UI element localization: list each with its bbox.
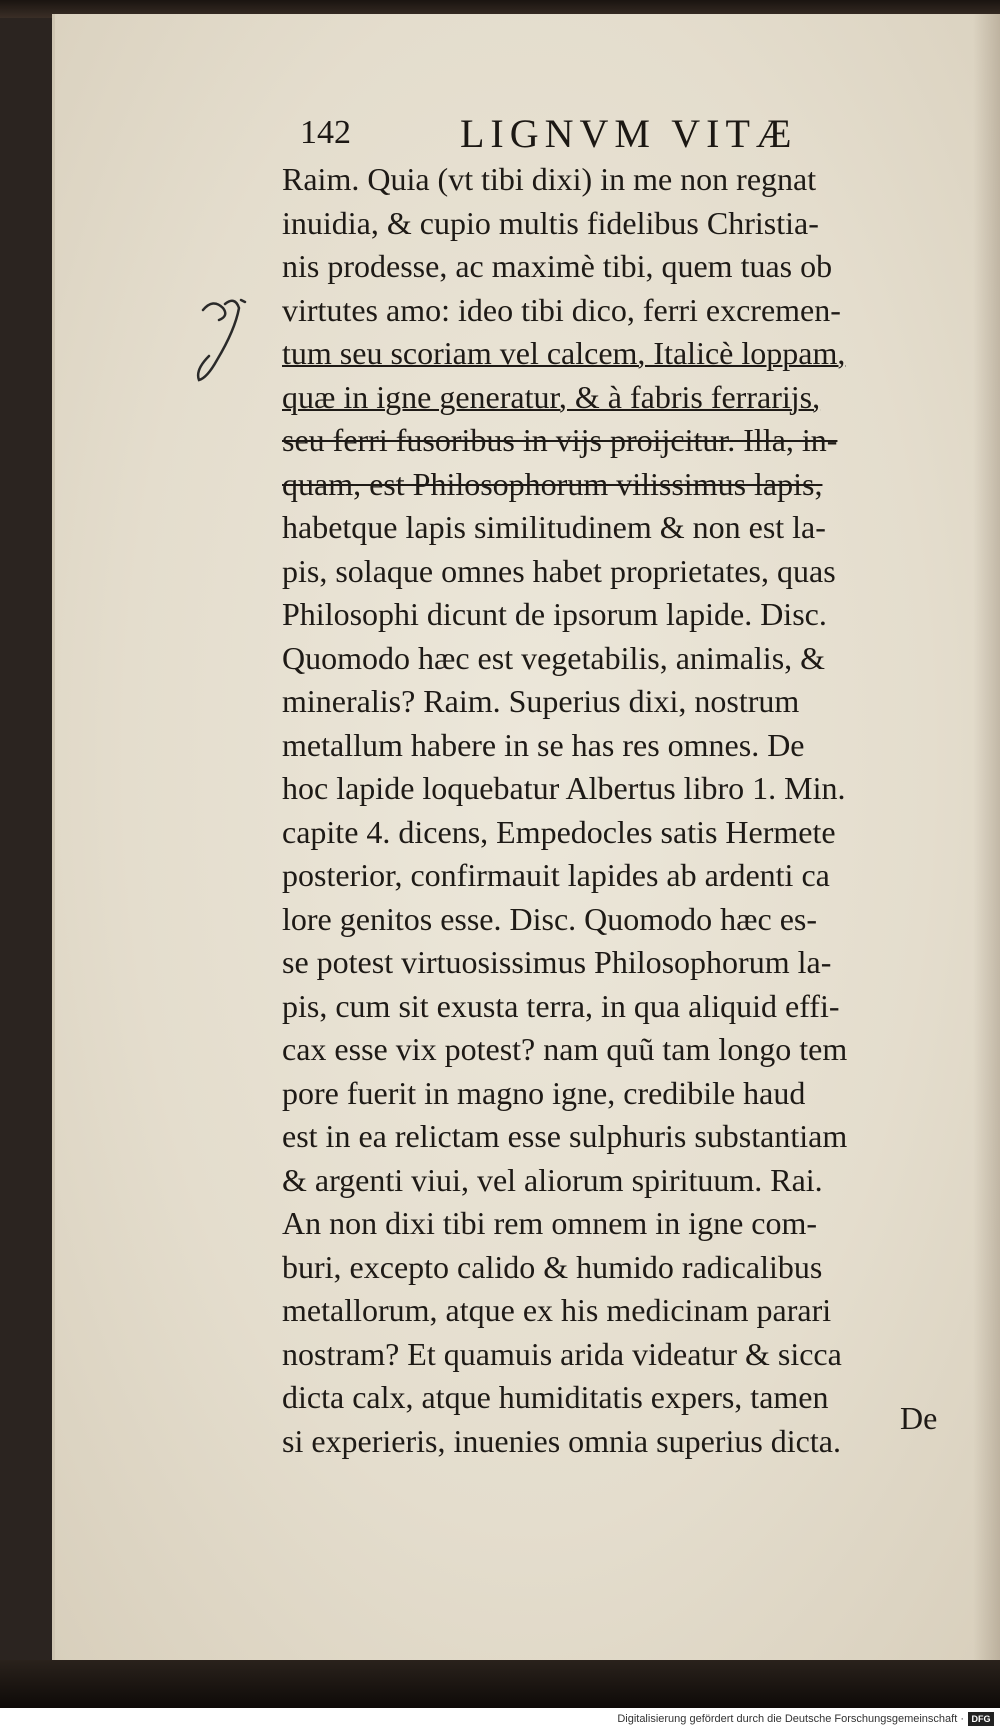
- text-line: nis prodesse, ac maximè tibi, quem tuas ob: [282, 248, 833, 284]
- page-number: 142: [300, 114, 351, 151]
- text-line: se potest virtuosissimus Philosophorum la-: [282, 944, 832, 980]
- catchword: De: [900, 1400, 938, 1436]
- text-line: pis, solaque omnes habet proprietates, quas: [282, 552, 836, 589]
- text-line: posterior, confirmauit lapides ab ardenti ca: [282, 857, 830, 893]
- text-line: pis, cum sit exusta terra, in qua aliquid effi-: [282, 987, 840, 1024]
- handwritten-margin-mark-icon: [195, 290, 265, 390]
- text-line: buri, excepto calido & humido radicalibus: [282, 1248, 823, 1285]
- text-line: inuidia, & cupio multis fidelibus Christia-: [282, 204, 819, 241]
- text-line-struck: quam, est Philosophorum vilissimus lapis,: [282, 465, 823, 502]
- text-line: An non dixi tibi rem omnem in igne com-: [282, 1205, 818, 1241]
- text-line-underlined: quæ in igne generatur, & à fabris ferrarijs,: [282, 378, 821, 415]
- text-line: & argenti viui, vel aliorum spirituum. Rai.: [282, 1161, 823, 1198]
- running-title: LIGNVM VITÆ: [460, 111, 798, 156]
- text-line: Quomodo hæc est vegetabilis, animalis, &: [282, 639, 826, 676]
- text-line: dicta calx, atque humiditatis expers, tamen: [282, 1379, 829, 1415]
- text-line: virtutes amo: ideo tibi dico, ferri excremen-: [282, 291, 841, 328]
- page-header: [300, 110, 960, 160]
- text-line-underlined: tum seu scoriam vel calcem, Italicè loppam,: [282, 335, 846, 371]
- text-line: Raim. Quia (vt tibi dixi) in me non regnat: [282, 161, 817, 197]
- text-line: mineralis? Raim. Superius dixi, nostrum: [282, 683, 800, 719]
- text-line: habetque lapis similitudinem & non est la-: [282, 509, 826, 545]
- text-line: metallorum, atque ex his medicinam parari: [282, 1292, 832, 1328]
- text-line: cax esse vix potest? nam quũ tam longo tem: [282, 1031, 848, 1067]
- text-line: nostram? Et quamuis arida videatur & sicca: [282, 1335, 842, 1372]
- text-line-struck: seu ferri fusoribus in vijs proijcitur. Illa, in-: [282, 422, 838, 458]
- text-line: Philosophi dicunt de ipsorum lapide. Disc.: [282, 596, 827, 632]
- text-line: si experieris, inuenies omnia superius dicta.: [282, 1422, 841, 1459]
- dfg-logo: DFG: [968, 1712, 994, 1726]
- text-line: est in ea relictam esse sulphuris substantiam: [282, 1118, 848, 1154]
- text-line: hoc lapide loquebatur Albertus libro 1. Min.: [282, 770, 846, 806]
- text-line: capite 4. dicens, Empedocles satis Hermete: [282, 813, 836, 850]
- text-line: pore fuerit in magno igne, credibile haud: [282, 1074, 806, 1111]
- text-line: metallum habere in se has res omnes. De: [282, 726, 805, 763]
- page-gutter-shadow: [973, 14, 1000, 1664]
- body-text: [282, 158, 974, 1463]
- book-bottom-edge: [0, 1660, 1000, 1708]
- digitization-credit: Digitalisierung gefördert durch die Deutsche Forschungsgemeinschaft ·: [617, 1713, 964, 1725]
- text-line: lore genitos esse. Disc. Quomodo hæc es-: [282, 900, 818, 937]
